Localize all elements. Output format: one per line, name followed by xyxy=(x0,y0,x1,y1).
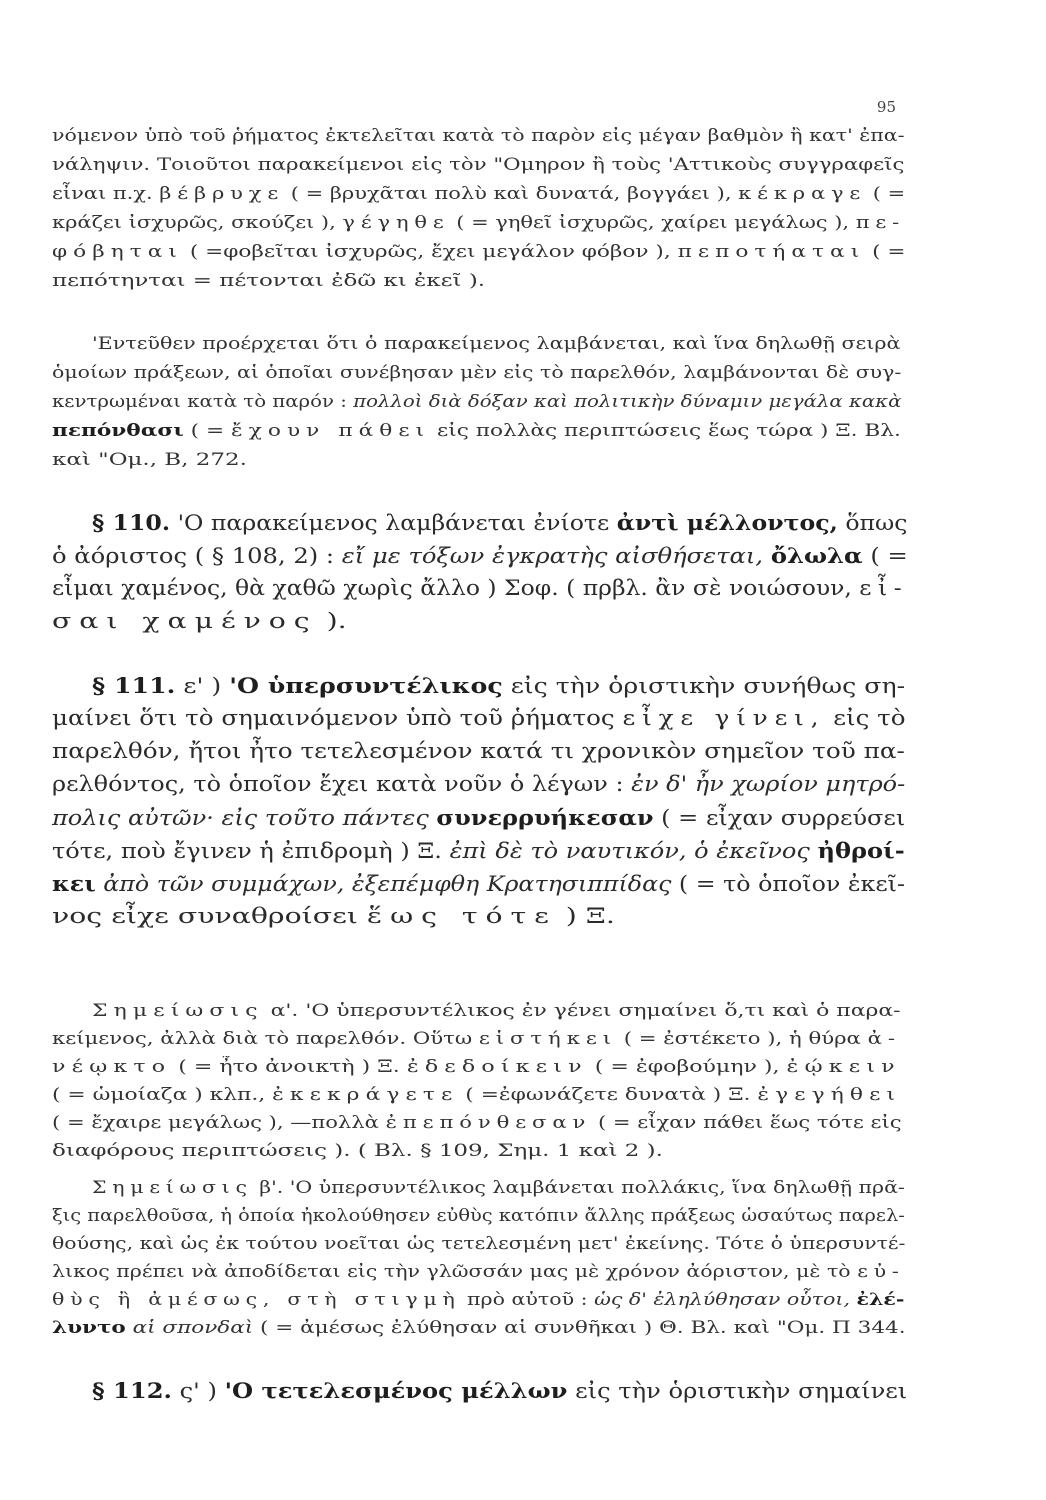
text-run: πεποτήαται xyxy=(677,242,866,262)
text-run: ). xyxy=(317,609,347,633)
text-run: εἱστήκει xyxy=(478,1029,618,1049)
text-run: ἕως τότε xyxy=(366,904,557,928)
par2-line xyxy=(92,336,900,353)
text-run: ) Ξ. xyxy=(556,904,615,928)
text-run: κέκραγε xyxy=(738,184,867,204)
text-run: πεπότηνται = πέτονται ἐδῶ κι ἐκεῖ ). xyxy=(52,271,486,291)
text-run: ὡς δ' ἐληλύθησαν οὗτοι, xyxy=(594,1290,850,1310)
text-run: πρὸ αὐτοῦ : xyxy=(460,1290,595,1310)
sec110-line xyxy=(52,545,908,567)
note-b-line xyxy=(52,1320,906,1337)
text-run: ρελθόντος, τὸ ὁποῖον ἔχει κατὰ νοῦν ὁ λέγων : xyxy=(52,772,632,796)
text-run: ( = xyxy=(862,544,908,568)
text-run: ὄλωλα xyxy=(770,543,863,568)
sec111-line xyxy=(52,873,905,895)
text-run: λυντο xyxy=(52,1318,126,1338)
sec111-line xyxy=(52,708,906,729)
text-run: αἱ σπονδαὶ xyxy=(132,1318,254,1338)
text-run: κείμενος, ἀλλὰ διὰ τὸ παρελθόν. Οὕτω xyxy=(52,1029,479,1049)
text-run: γέγηθε xyxy=(342,213,450,233)
text-run: ( = γηθεῖ ἰσχυρῶς, χαίρει μεγάλως ), xyxy=(449,213,856,233)
text-run: εἰς τὴν ὁριστικὴν συνήθως ση- xyxy=(502,674,906,698)
text-run: λικος πρέπει νὰ ἀποδίδεται εἰς τὴν γλῶσσάν μας μὲ χρόνον ἀόριστον, μὲ τὸ xyxy=(52,1262,858,1282)
sec110-line xyxy=(92,512,908,534)
note-b-line xyxy=(52,1292,904,1309)
text-run: ( = ὡμοίαζα ) κλπ., xyxy=(52,1085,273,1105)
text-run: ἐπὶ δὲ τὸ ναυτικόν, ὁ ἐκεῖνος xyxy=(449,839,810,863)
text-run: ἐῴκειν xyxy=(786,1057,901,1077)
text-run: § 111. xyxy=(92,673,176,698)
text-run: παρελθόν, ἤτοι ἦτο τετελεσμένον κατά τι χρονικὸν σημεῖον τοῦ πα- xyxy=(52,739,905,763)
sec111-line xyxy=(52,906,615,927)
text-run: βέβρυχε xyxy=(159,184,285,204)
text-run: συνερρυήκεσαν xyxy=(436,805,654,830)
text-run: εἴ με τόξων ἐγκρατὴς αἰσθήσεται, xyxy=(341,544,764,568)
par1-line xyxy=(52,186,905,203)
text-run: θὺς ἢ ἀμέσως, στὴ στιγμὴ xyxy=(52,1290,461,1310)
text-run: ὁμοίων πράξεων, αἱ ὁποῖαι συνέβησαν μὲν εἰς τὸ παρελθόν, λαμβάνονται δὲ συγ- xyxy=(52,363,902,383)
text-run: ( = xyxy=(866,184,906,204)
text-run: φόβηται xyxy=(52,242,183,262)
text-run: ς' ) xyxy=(171,1379,225,1403)
text-run: εἰς τὴν ὁριστικὴν σημαίνει xyxy=(567,1379,908,1403)
text-run: β'. 'Ο ὑπερσυντέλικος λαμβάνεται πολλάκις, ἵνα δηλωθῇ πρᾶ- xyxy=(252,1178,905,1198)
par2-line xyxy=(52,394,901,411)
text-run: ε' ) xyxy=(175,674,230,698)
page-number: 95 xyxy=(876,98,896,116)
note-b-line xyxy=(52,1236,905,1253)
text-run: 'Ο τετελεσμένος μέλλων xyxy=(224,1378,568,1403)
text-run: κράζει ἰσχυρῶς, σκούζει ), xyxy=(52,213,343,233)
text-run: ( = ἦτο ἀνοικτὴ ) Ξ. xyxy=(171,1057,407,1077)
text-run: πολλοὶ διὰ δόξαν καὶ πολιτικὴν δύναμιν μεγάλα κακὰ xyxy=(353,392,902,412)
text-run: ( =φοβεῖται ἰσχυρῶς, ἔχει μεγάλον φόβον ), xyxy=(182,242,678,262)
text-run: ( = ἔχαιρε μεγάλως ), —πολλὰ xyxy=(52,1113,386,1133)
text-run: ἀπὸ τῶν συμμάχων, ἐξεπέμφθη Κρατησιππίδας xyxy=(103,872,672,896)
text-run: ( = βρυχᾶται πολὺ καὶ δυνατά, βογγάει ), xyxy=(284,184,739,204)
text-run: ( = ἐφοβούμην ), xyxy=(587,1057,787,1077)
text-run: θούσης, καὶ ὡς ἐκ τούτου νοεῖται ὡς τετελεσμένη μετ' ἐκείνης. Τότε ὁ ὑπερσυντέ- xyxy=(52,1234,906,1254)
text-run: εὐ- xyxy=(857,1262,905,1282)
text-run: νέῳκτο xyxy=(52,1057,172,1077)
text-run: ἐν δ' ἦν χωρίον μητρό- xyxy=(631,772,906,796)
text-run: νόμενον ὑπὸ τοῦ ῥήματος ἐκτελεῖται κατὰ τὸ παρὸν εἰς μέγαν βαθμὸν ἢ κατ' ἐπα- xyxy=(52,126,905,146)
text-run: ἐκεκράγετε xyxy=(272,1085,459,1105)
text-run: κεντρωμέναι κατὰ τὸ παρόν : xyxy=(52,392,354,412)
text-run: πεπόνθασι xyxy=(52,421,184,441)
text-run: καὶ "Ομ., Β, 272. xyxy=(52,450,247,470)
text-run: πε- xyxy=(855,213,906,233)
text-run: § 112. xyxy=(92,1378,172,1403)
text-run: ἔχουν πάθει xyxy=(231,421,431,441)
text-run: νάληψιν. Τοιοῦτοι παρακείμενοι εἰς τὸν "Ομηρον ἢ τοὺς 'Αττικοὺς συγγραφεῖς xyxy=(52,155,905,175)
sec110-line xyxy=(52,611,347,632)
text-run: ( = xyxy=(865,242,906,262)
text-run: ἠθροί- xyxy=(817,838,905,863)
text-run: νος εἶχε συναθροίσει xyxy=(52,904,367,928)
text-run: εἶναι π.χ. xyxy=(52,184,160,204)
text-run: Σημείωσις xyxy=(92,1001,264,1021)
par1-line xyxy=(52,157,904,174)
text-run: α'. 'Ο ὑπερσυντέλικος ἐν γένει σημαίνει ὅ,τι καὶ ὁ παρα- xyxy=(263,1001,901,1021)
text-run: διαφόρους περιπτώσεις ). ( Βλ. § 109, Σημ. 1 καὶ 2 ). xyxy=(52,1141,663,1161)
text-run: ( = τὸ ὁποῖον ἐκεῖ- xyxy=(671,872,905,896)
text-run: μαίνει ὅτι τὸ σημαινόμενον ὑπὸ τοῦ ῥήματος xyxy=(52,706,623,730)
text-run: πολις αὐτῶν· εἰς τοῦτο πάντες xyxy=(52,806,429,830)
note-a-line xyxy=(52,1059,901,1076)
text-run: ( = xyxy=(183,421,232,441)
sec111-line xyxy=(52,840,905,862)
par2-line xyxy=(52,423,901,440)
text-run: τότε, ποὺ ἔγινεν ἡ ἐπιδρομὴ ) Ξ. xyxy=(52,839,450,863)
text-run xyxy=(810,839,818,863)
text-run: εἰς πολλὰς περιπτώσεις ἕως τώρα ) Ξ. Βλ. xyxy=(430,421,901,441)
text-run: ἀ- xyxy=(867,1029,901,1049)
par1-line xyxy=(52,128,905,145)
note-b-line xyxy=(52,1208,905,1225)
note-b-line xyxy=(92,1180,905,1197)
par2-line xyxy=(52,365,901,382)
note-a-line xyxy=(92,1003,901,1020)
text-run: εἰς τὸ xyxy=(825,706,906,730)
text-run: ( = εἶχαν πάθει ἕως τότε εἰς xyxy=(591,1113,902,1133)
text-run: 'Εντεῦθεν προέρχεται ὅτι ὁ παρακείμενος λαμβάνεται, καὶ ἵνα δηλωθῇ σειρὰ xyxy=(92,334,901,354)
sec111-line xyxy=(52,741,905,762)
text-run: 'Ο ὑπερσυντέλικος xyxy=(229,673,503,698)
note-a-line xyxy=(52,1087,901,1104)
text-run: ξις παρελθοῦσα, ἡ ὁποία ἠκολούθησεν εὐθὺς κατόπιν ἄλλης πράξεως ὡσαύτως παρελ- xyxy=(52,1206,905,1226)
text-run: ( = ἐστέκετο ), ἡ θύρα xyxy=(617,1029,868,1049)
text-run xyxy=(126,1318,133,1338)
text-run: ἀντὶ μέλλοντος, xyxy=(616,510,838,535)
par1-line xyxy=(52,215,905,232)
sec110-line xyxy=(52,578,908,599)
sec111-line xyxy=(52,774,905,795)
par2-line xyxy=(52,452,247,469)
sec111-line xyxy=(52,807,905,829)
note-a-line xyxy=(52,1115,902,1132)
text-run: ( =ἐφωνάζετε δυνατὰ ) Ξ. xyxy=(458,1085,758,1105)
text-run: Σημείωσις xyxy=(92,1178,253,1198)
text-run: ὁ ἀόριστος ( § 108, 2) : xyxy=(52,544,342,568)
note-b-line xyxy=(52,1264,905,1281)
text-run: ἐγεγήθει xyxy=(757,1085,902,1105)
text-run xyxy=(763,544,771,568)
par1-line xyxy=(52,273,485,290)
text-run: ὅπως xyxy=(837,511,908,535)
text-run: § 110. xyxy=(92,510,171,535)
text-run: ἐλέ- xyxy=(856,1290,905,1310)
par1-line xyxy=(52,244,906,261)
text-run: κει xyxy=(52,871,96,896)
note-a-line xyxy=(52,1143,663,1160)
text-run: εἶ- xyxy=(859,576,909,600)
text-run: ἐπεπόνθεσαν xyxy=(385,1113,592,1133)
text-run: εἶχε γίνει, xyxy=(622,706,826,730)
note-a-line xyxy=(52,1031,901,1048)
sec111-line xyxy=(92,675,905,697)
text-run: ( = εἶχαν συρρεύσει xyxy=(653,806,906,830)
sec112-line xyxy=(92,1380,907,1402)
text-run: εἶμαι χαμένος, θὰ χαθῶ χωρὶς ἄλλο ) Σοφ. ( πρβλ. ἂν σὲ νοιώσουν, xyxy=(52,576,860,600)
text-run: σαι χαμένος xyxy=(52,609,318,633)
text-run: ἐδεδοίκειν xyxy=(406,1057,588,1077)
text-run: ( = ἀμέσως ἐλύθησαν αἱ συνθῆκαι ) Θ. Βλ. καὶ "Ομ. Π 344. xyxy=(253,1318,906,1338)
text-run: 'Ο παρακείμενος λαμβάνεται ἐνίοτε xyxy=(170,511,617,535)
